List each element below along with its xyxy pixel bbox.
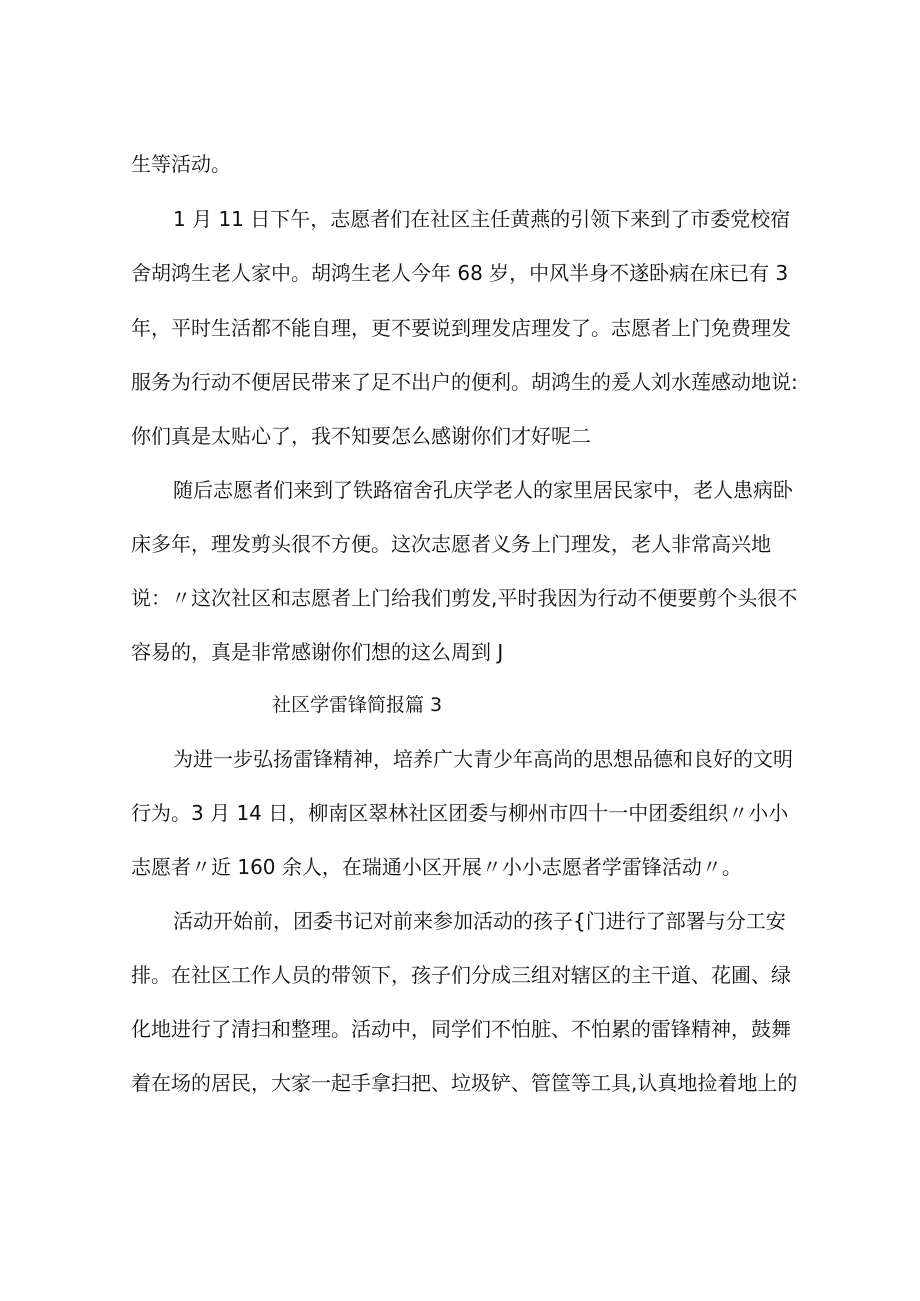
text-line: 志愿者〃近 160 余人，在瑞通小区开展〃小小志愿者学雷锋活动〃。 xyxy=(131,855,742,879)
text-line: 为进一步弘扬雷锋精神，培养广大青少年高尚的思想品德和良好的文明 xyxy=(173,747,793,771)
text-line: 说：〃这次社区和志愿者上门给我们剪发,平时我因为行动不便要剪个头很不 xyxy=(131,586,798,610)
text-line: 1 月 11 日下午，志愿者们在社区主任黄燕的引领下来到了市委党校宿 xyxy=(173,207,791,231)
text-line: 床多年，理发剪头很不方便。这次志愿者义务上门理发，老人非常高兴地 xyxy=(131,532,771,556)
text-line: 活动开始前，团委书记对前来参加活动的孩子{门进行了部署与分工安 xyxy=(173,909,786,933)
text-line: 化地进行了清扫和整理。活动中，同学们不怕脏、不怕累的雷锋精神，鼓舞 xyxy=(131,1017,791,1041)
text-line: 排。在社区工作人员的带领下，孩子们分成三组对辖区的主干道、花圃、绿 xyxy=(131,963,791,987)
text-line: 行为。3 月 14 日，柳南区翠林社区团委与柳州市四十一中团委组织〃小小 xyxy=(131,801,789,825)
text-line: 年，平时生活都不能自理，更不要说到理发店理发了。志愿者上门免费理发 xyxy=(131,316,791,340)
text-line: 随后志愿者们来到了铁路宿舍孔庆学老人的家里居民家中，老人患病卧 xyxy=(173,478,793,502)
text-line: 舍胡鸿生老人家中。胡鸿生老人今年 68 岁，中风半身不遂卧病在床已有 3 xyxy=(131,261,789,285)
section-heading: 社区学雷锋简报篇 3 xyxy=(272,694,443,716)
text-line: 容易的，真是非常感谢你们想的这么周到 J xyxy=(131,640,504,664)
text-line: 服务为行动不便居民带来了足不出户的便利。胡鸿生的爰人刘水莲感动地说: xyxy=(131,370,798,394)
text-line: 生等活动。 xyxy=(131,152,231,176)
text-line: 你们真是太贴心了，我不知要怎么感谢你们才好呢二 xyxy=(131,424,591,448)
text-line: 着在场的居民，大家一起手拿扫把、垃圾铲、管筐等工具,认真地捡着地上的 xyxy=(131,1071,798,1095)
